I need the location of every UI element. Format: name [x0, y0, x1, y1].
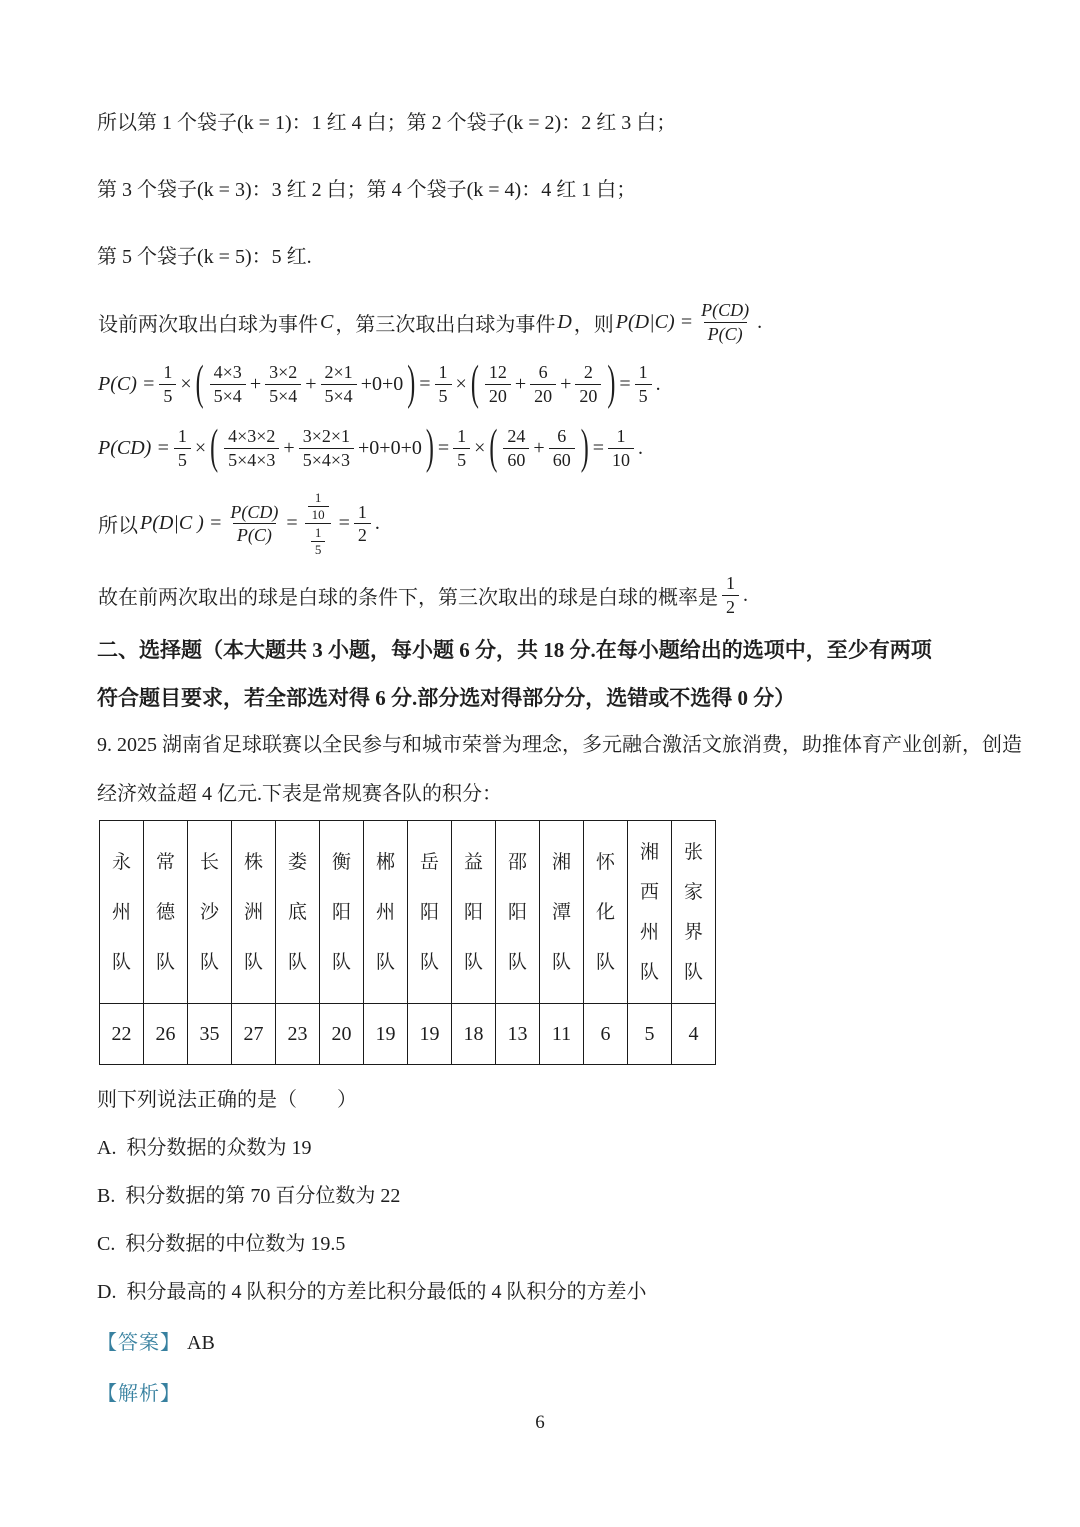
team-name-char: 永	[111, 851, 131, 873]
nested-fraction	[302, 489, 335, 558]
team-name-char: 队	[639, 962, 659, 984]
team-cell	[232, 821, 276, 1004]
formula-text: ×	[180, 372, 192, 395]
formula-text: +	[560, 372, 572, 395]
option-text: 积分最高的 4 队积分的方差比积分最低的 4 队积分的方差小	[126, 1281, 647, 1304]
team-name-char: 潭	[551, 901, 571, 923]
analysis-label: 【解析】	[97, 1383, 181, 1406]
option-label: A.	[97, 1137, 117, 1160]
formula-text: .	[374, 512, 380, 535]
fraction	[503, 425, 529, 471]
team-name-char: 邵	[507, 851, 527, 873]
fraction-denominator: 5×4	[321, 384, 357, 408]
team-cell	[452, 821, 496, 1004]
team-name-vertical	[144, 821, 187, 1003]
team-name-vertical	[540, 821, 583, 1003]
fraction-denominator: 5	[453, 448, 470, 472]
formula-text: +0+0	[360, 372, 404, 395]
team-name-vertical	[364, 821, 407, 1003]
fraction-denominator: 60	[549, 448, 575, 472]
fraction	[575, 361, 601, 407]
fraction	[224, 425, 279, 471]
fraction-numerator: 1	[357, 501, 367, 522]
fraction-denominator: 10	[608, 448, 634, 472]
team-name-char: 州	[375, 901, 395, 923]
fraction	[210, 361, 246, 407]
fraction-denominator	[305, 523, 332, 558]
team-cell	[496, 821, 540, 1004]
fraction-denominator: 5×4	[210, 384, 246, 408]
option-text: 积分数据的第 70 百分位数为 22	[125, 1185, 401, 1208]
options-list	[97, 1131, 985, 1304]
team-name-vertical	[672, 821, 715, 1003]
formula-text: =	[286, 512, 298, 535]
team-name-char: 衡	[331, 851, 351, 873]
score-cell: 35	[188, 1004, 232, 1065]
option-label: B.	[97, 1185, 116, 1208]
fraction-numerator: 6	[557, 426, 567, 446]
team-name-char: 队	[507, 952, 527, 974]
table-score-row	[100, 1004, 716, 1065]
team-name-char: 洲	[243, 901, 263, 923]
formula-pdc	[97, 489, 985, 558]
fraction-denominator: 20	[530, 384, 556, 408]
fraction-numerator: 4×3×2	[228, 426, 276, 446]
team-cell	[144, 821, 188, 1004]
formula-text: P(D|C) =	[615, 310, 694, 333]
fraction-numerator: 12	[488, 362, 507, 382]
fraction-denominator: 5	[435, 384, 452, 408]
fraction-numerator: P(CD)	[230, 501, 279, 522]
team-name-vertical	[452, 821, 495, 1003]
left-paren: (	[489, 421, 498, 475]
question-line-2: 经济效益超 4 亿元.下表是常规赛各队的积分：	[97, 783, 502, 806]
fraction	[304, 490, 333, 522]
formula-pcd	[97, 421, 985, 475]
formula-text: +	[249, 372, 262, 395]
team-name-char: 益	[463, 851, 483, 873]
team-name-vertical	[628, 821, 671, 1003]
team-name-char: 界	[683, 921, 703, 943]
team-name-char: 阳	[463, 901, 483, 923]
option-row	[97, 1131, 985, 1160]
team-name-char: 队	[551, 952, 571, 974]
score-cell: 18	[452, 1004, 496, 1065]
team-name-vertical	[408, 821, 451, 1003]
team-name-char: 家	[683, 881, 703, 903]
scores-table	[99, 820, 716, 1065]
team-name-vertical	[320, 821, 363, 1003]
answer-value: AB	[187, 1332, 215, 1355]
team-name-char: 娄	[287, 851, 307, 873]
team-name-char: 岳	[419, 851, 439, 873]
fraction-numerator: 1	[438, 362, 448, 382]
right-paren: )	[407, 357, 416, 411]
formula-text: +0+0+0	[358, 436, 422, 459]
formula-text: P(D|C ) =	[140, 512, 223, 535]
team-name-char: 湘	[639, 841, 659, 863]
team-name-char: 队	[199, 952, 219, 974]
formula-text: 所以	[98, 515, 138, 538]
question-line-1: 9. 2025 湖南省足球联赛以全民参与和城市荣誉为理念，多元融合激活文旅消费，助推体育产业创新，创造	[97, 734, 1022, 757]
fraction-denominator: 20	[575, 384, 601, 408]
fraction	[354, 501, 371, 547]
team-name-char: 德	[155, 901, 175, 923]
score-cell: 27	[232, 1004, 276, 1065]
fraction	[299, 425, 354, 471]
formula-text: .	[655, 372, 661, 395]
formula-text: =	[419, 372, 431, 395]
option-row	[97, 1275, 985, 1304]
fraction-denominator: 5×4×3	[299, 448, 354, 472]
team-name-vertical	[496, 821, 539, 1003]
score-cell: 11	[540, 1004, 584, 1065]
solution-line-2: 第 3 个袋子(k = 3)：3 红 2 白；第 4 个袋子(k = 4)：4 红 1 白；	[97, 179, 637, 201]
team-cell	[276, 821, 320, 1004]
team-name-vertical	[276, 821, 319, 1003]
team-name-char: 州	[639, 921, 659, 943]
formula-text: ×	[474, 436, 486, 459]
team-name-char: 队	[375, 952, 395, 974]
team-cell	[364, 821, 408, 1004]
right-paren: )	[580, 421, 589, 475]
team-name-vertical	[100, 821, 143, 1003]
section-header-line-1: 二、选择题（本大题共 3 小题，每小题 6 分，共 18 分.在每小题给出的选项中，至少有两项	[97, 638, 932, 663]
team-name-char: 阳	[331, 901, 351, 923]
team-name-char: 阳	[419, 901, 439, 923]
formula-text: +	[305, 372, 317, 395]
option-text: 积分数据的众数为 19	[126, 1137, 312, 1160]
option-label: C.	[97, 1233, 116, 1256]
answer-line	[97, 1326, 985, 1355]
fraction	[530, 361, 556, 407]
team-name-char: 队	[463, 952, 483, 974]
left-paren: (	[195, 357, 204, 411]
fraction-denominator: 5	[635, 384, 652, 408]
team-name-char: 队	[419, 952, 439, 974]
analysis-line	[97, 1377, 985, 1406]
formula-text: =	[338, 512, 350, 535]
formula-text: P(C) =	[98, 372, 156, 395]
team-name-char: 长	[199, 851, 219, 873]
team-name-char: 沙	[199, 901, 219, 923]
fraction-numerator: 1	[616, 426, 626, 446]
team-cell	[540, 821, 584, 1004]
fraction-denominator: P(C)	[704, 322, 747, 346]
formula-text: 设前两次取出白球为事件	[98, 313, 318, 336]
team-cell	[672, 821, 716, 1004]
team-cell	[188, 821, 232, 1004]
team-name-char: 湘	[551, 851, 571, 873]
score-cell: 6	[584, 1004, 628, 1065]
fraction-denominator: 5	[311, 541, 326, 558]
fraction	[697, 299, 753, 345]
formula-text: +	[514, 372, 527, 395]
fraction-numerator: 2×1	[324, 362, 353, 382]
team-name-char: 郴	[375, 851, 395, 873]
table-header-row	[100, 821, 716, 1004]
fraction-numerator: 1	[177, 426, 187, 446]
team-name-char: 怀	[595, 851, 615, 873]
fraction-denominator: 2	[722, 595, 739, 619]
solution-line-3: 第 5 个袋子(k = 5)：5 红.	[97, 246, 312, 268]
option-row	[97, 1227, 985, 1256]
fraction	[311, 525, 326, 557]
score-cell: 4	[672, 1004, 716, 1065]
option-row	[97, 1179, 985, 1208]
fraction	[159, 361, 176, 407]
team-name-char: 州	[111, 901, 131, 923]
fraction-numerator: 6	[538, 362, 548, 382]
fraction-denominator: 60	[503, 448, 529, 472]
formula-pc	[97, 357, 985, 411]
formula-text: D	[557, 310, 572, 333]
formula-text: ，第三次取出白球为事件	[335, 313, 556, 336]
fraction-denominator: 2	[354, 523, 371, 547]
team-name-char: 张	[683, 841, 703, 863]
option-label: D.	[97, 1281, 117, 1304]
fraction-numerator: 1	[726, 573, 735, 594]
fraction-numerator: 2	[583, 362, 593, 382]
right-paren: )	[425, 421, 434, 475]
team-name-char: 队	[243, 952, 263, 974]
fraction-numerator: 4×3	[213, 362, 242, 382]
answer-label: 【答案】	[97, 1332, 181, 1355]
left-paren: (	[470, 357, 479, 411]
score-cell: 26	[144, 1004, 188, 1065]
team-name-char: 常	[155, 851, 175, 873]
score-cell: 23	[276, 1004, 320, 1065]
fraction-numerator: 3×2	[269, 362, 298, 382]
formula-text: C	[320, 310, 334, 333]
score-cell: 13	[496, 1004, 540, 1065]
formula-text: ，则	[573, 313, 614, 336]
fraction	[608, 425, 634, 471]
score-cell: 22	[100, 1004, 144, 1065]
formula-text: ×	[455, 372, 467, 395]
team-cell	[320, 821, 364, 1004]
fraction	[226, 501, 282, 547]
formula-text: +	[533, 436, 545, 459]
formula-text: =	[437, 436, 450, 459]
fraction-numerator: 1	[163, 362, 173, 382]
team-cell	[584, 821, 628, 1004]
team-name-char: 队	[683, 962, 703, 984]
fraction-denominator: 5	[159, 384, 176, 408]
right-paren: )	[607, 357, 616, 411]
team-name-vertical	[232, 821, 275, 1003]
fraction-numerator: 1	[638, 362, 648, 382]
score-cell: 19	[364, 1004, 408, 1065]
formula-text: .	[757, 310, 763, 333]
team-name-vertical	[584, 821, 627, 1003]
score-cell: 20	[320, 1004, 364, 1065]
fraction-denominator: 10	[308, 506, 329, 523]
fraction-numerator: 3×2×1	[302, 426, 351, 446]
section-header-line-2: 符合题目要求，若全部选对得 6 分.部分选对得部分分，选错或不选得 0 分）	[97, 686, 796, 711]
formula-setup	[97, 299, 985, 345]
option-text: 积分数据的中位数为 19.5	[125, 1233, 346, 1256]
formula-text: +	[283, 436, 295, 459]
fraction	[321, 361, 357, 407]
page-number: 6	[535, 1412, 545, 1433]
fraction	[453, 425, 470, 471]
fraction-numerator: 1	[457, 426, 467, 446]
team-name-char: 阳	[507, 901, 527, 923]
fraction-numerator: 1	[314, 525, 322, 541]
fraction-denominator: 20	[485, 384, 511, 408]
team-name-vertical	[188, 821, 231, 1003]
fraction	[174, 425, 191, 471]
fraction-numerator: 1	[314, 490, 322, 505]
fraction-denominator: 5×4×3	[224, 448, 279, 472]
team-cell	[100, 821, 144, 1004]
team-name-char: 株	[243, 851, 263, 873]
team-cell	[408, 821, 452, 1004]
solution-line-1: 所以第 1 个袋子(k = 1)：1 红 4 白；第 2 个袋子(k = 2)：2 红 3 白；	[97, 112, 677, 134]
fraction-denominator: 5	[174, 448, 191, 472]
team-name-char: 队	[595, 952, 615, 974]
team-name-char: 队	[155, 952, 175, 974]
fraction	[549, 425, 575, 471]
formula-text: 故在前两次取出的球是白球的条件下，第三次取出的球是白球的概率是	[98, 586, 718, 609]
left-paren: (	[210, 421, 219, 475]
team-name-char: 西	[639, 881, 659, 903]
formula-text: P(CD) =	[98, 436, 170, 459]
formula-text: .	[637, 436, 643, 459]
team-name-char: 化	[595, 901, 615, 923]
fraction-numerator: 24	[507, 426, 526, 446]
fraction-denominator: 5×4	[265, 384, 301, 408]
fraction	[722, 572, 739, 618]
fraction-denominator: P(C)	[233, 523, 276, 547]
team-name-char: 队	[287, 952, 307, 974]
question-stem: 则下列说法正确的是（ ）	[97, 1089, 357, 1112]
score-cell: 19	[408, 1004, 452, 1065]
formula-conclusion	[97, 572, 985, 618]
team-name-char: 队	[331, 952, 351, 974]
score-cell: 5	[628, 1004, 672, 1065]
formula-text: =	[619, 372, 631, 395]
fraction	[435, 361, 452, 407]
team-name-char: 底	[287, 901, 307, 923]
team-name-char: 队	[111, 952, 131, 974]
fraction	[485, 361, 511, 407]
fraction	[265, 361, 301, 407]
formula-text: .	[743, 583, 748, 606]
formula-text: =	[592, 436, 604, 459]
fraction	[635, 361, 652, 407]
formula-text: ×	[194, 436, 207, 459]
fraction-numerator: P(CD)	[701, 300, 750, 320]
team-cell	[628, 821, 672, 1004]
